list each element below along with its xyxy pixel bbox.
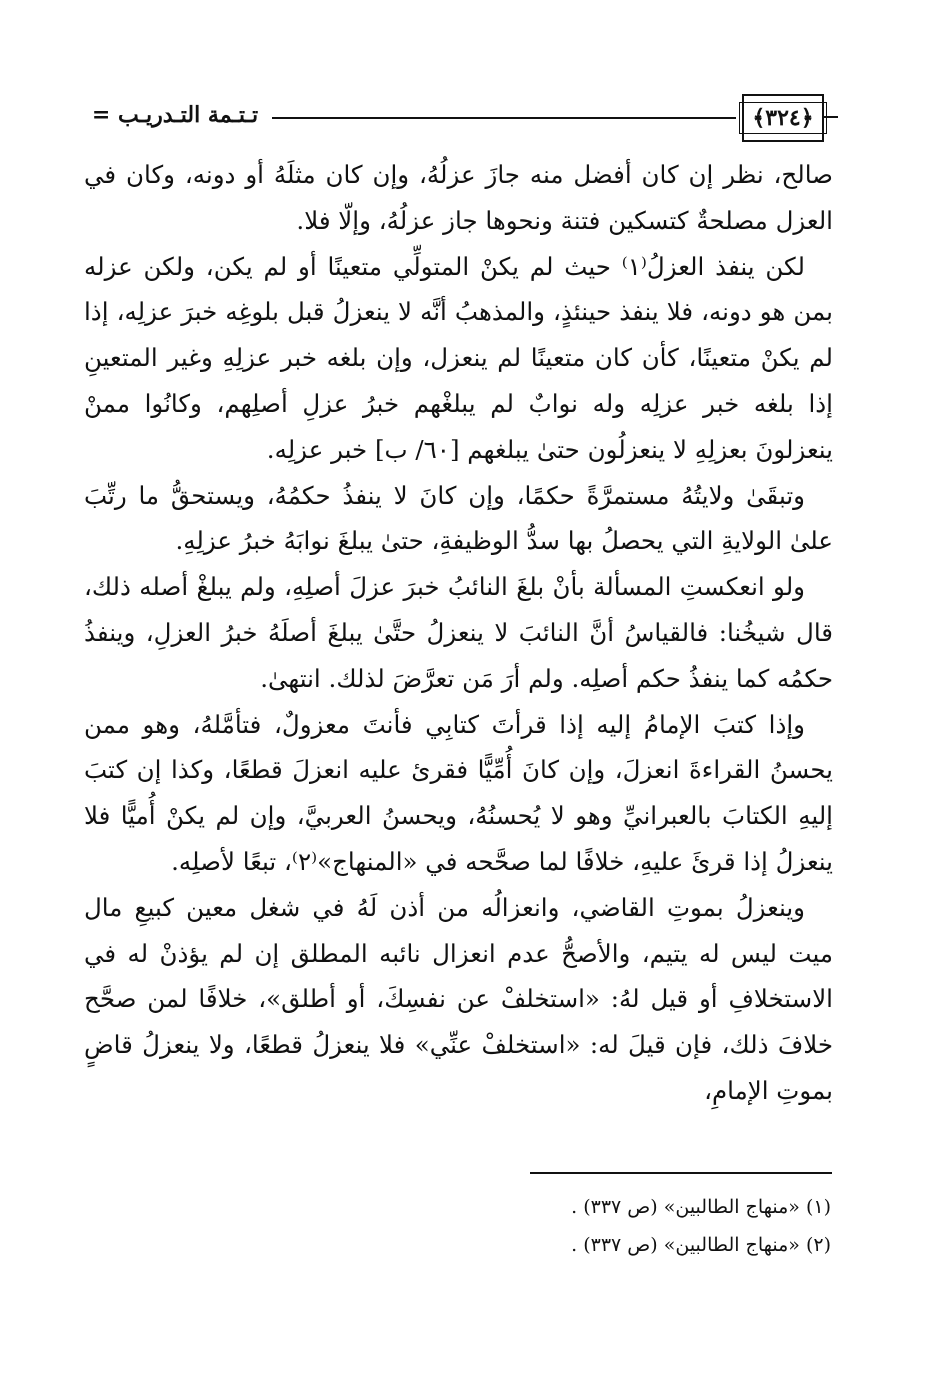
paragraph: وينعزلُ بموتِ القاضي، وانعزالُه من أذن لَهُ في شغل معين كبيعِ مال ميت ليس له يتيم، والأصحُّ عدم انعزال نائبه المطلق إن لم يؤذنْ له في الاستخلافِ أو قيل لهُ: «استخلفْ عن نفسِكَ، أو أطلق»، خلافًا لمن صحَّح خلافَ ذلك، فإن قيلَ له: «استخلفْ عنِّي» فلا ينعزلُ قطعًا، ولا ينعزلُ قاضٍ بموتِ الإمامِ، (84, 892, 833, 1105)
page-number: ﴿٣٢٤﴾ (739, 102, 826, 134)
paragraph: صالح، نظر إن كان أفضل منه جازَ عزلُهُ، وإن كان مثلَهُ أو دونه، وكان في العزل مصلحةٌ كتسكين فتنة ونحوها جاز عزلُهُ، وإلّا فلا. (84, 160, 833, 235)
footnotes (131, 1188, 831, 1264)
footnote-separator (530, 1172, 832, 1174)
main-text (84, 152, 833, 1114)
paragraph: وتبقَىٰ ولايتُهُ مستمرَّةً حكمًا، وإن كانَ لا ينفذُ حكمُهُ، ويستحقُّ ما رتِّبَ علىٰ الولايةِ التي يحصلُ بها سدُّ الوظيفةِ، حتىٰ يبلغَ نوابَهُ خبرُ عزلِهِ. (84, 480, 833, 556)
running-header (80, 94, 832, 146)
header-rule (272, 117, 736, 119)
footnote-2: (٢) «منهاج الطالبين» (ص ٣٣٧) . (571, 1234, 831, 1256)
paragraph: وإذا كتبَ الإمامُ إليه إذا قرأتَ كتابِي فأنتَ معزولٌ، فتأمَّلهُ، وهو ممن يحسنُ القراءةَ انعزلَ، وإن كانَ أُمِّيًّا فقرئ عليه انعزلَ قطعًا، وكذا إن كتبَ إليهِ الكتابَ بالعبرانيِّ وهو لا يُحسنُهُ، ويحسنُ العربيَّ، وإن لم يكنْ أُميًّا فلا ينعزلُ إذا قرئَ عليهِ، خلافًا لما صحَّحه في «المنهاج»⁽٢⁾، تبعًا لأصلِه. (84, 709, 833, 876)
running-title: تـتـمة التـدريـب = (91, 102, 259, 128)
page-number-frame (742, 94, 824, 142)
paragraph: لكن ينفذ العزلُ⁽١⁾ حيث لم يكنْ المتولِّي متعينًا أو لم يكن، ولكن عزله بمن هو دونه، فلا ينفذ حينئذٍ، والمذهبُ أنَّه لا ينعزلُ قبل بلوغِه خبرَ عزلِه، إذا لم يكنْ متعينًا، كأن كان متعينًا لم ينعزل، وإن بلغه خبر عزلِهِ وغير المتعينِ إذا بلغه خبر عزلِه وله نوابٌ لم يبلغْهم خبرُ عزلِ أصلِهم، وكانُوا ممنْ ينعزلونَ بعزلِهِ لا ينعزلُون حتىٰ يبلغهم [٦٠/ ب] خبر عزلِه. (84, 251, 833, 464)
footnote-1: (١) «منهاج الطالبين» (ص ٣٣٧) . (571, 1196, 831, 1218)
paragraph: ولو انعكستِ المسألة بأنْ بلغَ النائبُ خبرَ عزلَ أصلِهِ، ولم يبلغْ أصله ذلك، قال شيخُنا: فالقياسُ أنَّ النائبَ لا ينعزلُ حتَّىٰ يبلغَ أصلَهُ خبرُ العزلِ، وينفذُ حكمُه كما ينفذُ حكم أصلِه. ولم أرَ مَن تعرَّضَ لذلك. انتهىٰ. (84, 572, 833, 693)
